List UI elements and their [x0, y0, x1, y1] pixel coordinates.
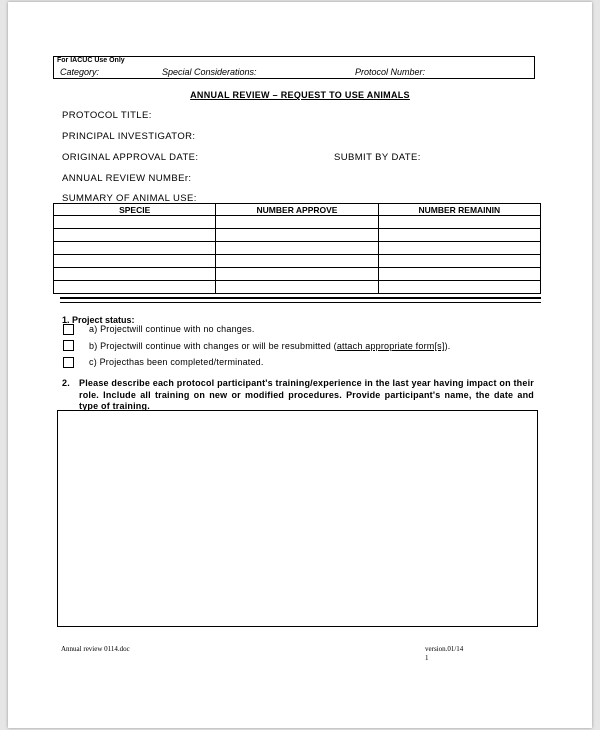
table-cell[interactable]	[54, 216, 216, 229]
column-header-specie: SPECIE	[54, 204, 216, 216]
table-cell[interactable]	[54, 229, 216, 242]
option-text: b) Projectwill continue with changes or will be resubmitted (	[89, 341, 337, 351]
table-row	[54, 255, 541, 268]
option-continue-with-changes	[89, 341, 450, 351]
document-title: ANNUAL REVIEW – REQUEST TO USE ANIMALS	[190, 90, 410, 100]
table-cell[interactable]	[54, 242, 216, 255]
question-number: 2.	[62, 378, 70, 388]
project-status-heading: 1. Project status:	[62, 315, 135, 325]
table-cell[interactable]	[378, 242, 540, 255]
footer-version: version.01/14	[425, 645, 464, 653]
table-cell[interactable]	[216, 281, 378, 294]
protocol-title-label: PROTOCOL TITLE:	[62, 110, 152, 121]
table-cell[interactable]	[378, 281, 540, 294]
footer-filename: Annual review 0114.doc	[61, 645, 130, 653]
column-header-number-approve: NUMBER APPROVE	[216, 204, 378, 216]
table-row	[54, 229, 541, 242]
option-continue-no-changes	[89, 324, 255, 334]
table-cell[interactable]	[378, 255, 540, 268]
table-row	[54, 268, 541, 281]
table-cell[interactable]	[54, 281, 216, 294]
checkbox-completed-terminated[interactable]	[63, 357, 74, 368]
section-divider-thick	[60, 297, 541, 299]
annual-review-number-label: ANNUAL REVIEW NUMBEr:	[62, 173, 192, 184]
option-text: a) Projectwill continue with no changes.	[89, 324, 255, 334]
table-cell[interactable]	[54, 255, 216, 268]
table-cell[interactable]	[216, 216, 378, 229]
checkbox-continue-with-changes[interactable]	[63, 340, 74, 351]
principal-investigator-label: PRINCIPAL INVESTIGATOR:	[62, 131, 196, 142]
protocol-number-label: Protocol Number:	[355, 67, 426, 77]
table-cell[interactable]	[378, 216, 540, 229]
training-answer-box[interactable]	[57, 410, 538, 627]
table-cell[interactable]	[216, 255, 378, 268]
table-row	[54, 281, 541, 294]
training-question	[62, 378, 534, 413]
summary-animal-use-label: SUMMARY OF ANIMAL USE:	[62, 193, 197, 204]
animal-use-table	[53, 203, 541, 294]
original-approval-date-label: ORIGINAL APPROVAL DATE:	[62, 152, 199, 163]
option-suffix: ).	[444, 341, 451, 351]
table-cell[interactable]	[216, 268, 378, 281]
footer-page-number: 1	[425, 654, 429, 662]
option-completed-terminated	[89, 357, 264, 367]
iacuc-header: For IACUC Use Only	[57, 57, 125, 64]
table-cell[interactable]	[378, 268, 540, 281]
table-cell[interactable]	[378, 229, 540, 242]
submit-by-date-label: SUBMIT BY DATE:	[334, 152, 421, 163]
checkbox-continue-no-changes[interactable]	[63, 324, 74, 335]
column-header-number-remaining: NUMBER REMAININ	[378, 204, 540, 216]
table-cell[interactable]	[216, 242, 378, 255]
question-text: Please describe each protocol participant's training/experience in the last year having impact on their role. Include all training on new or modified procedures. Provide participant's name, the date and type of training.	[79, 378, 534, 411]
option-text: c) Projecthas been completed/terminated.	[89, 357, 264, 367]
table-cell[interactable]	[54, 268, 216, 281]
table-row	[54, 242, 541, 255]
special-considerations-label: Special Considerations:	[162, 67, 257, 77]
attach-form-link[interactable]: attach appropriate form[s]	[336, 341, 445, 351]
iacuc-use-box	[53, 56, 535, 79]
table-row	[54, 216, 541, 229]
table-cell[interactable]	[216, 229, 378, 242]
table-header-row	[54, 204, 541, 216]
category-label: Category:	[60, 67, 100, 77]
section-divider-thin	[60, 302, 541, 303]
